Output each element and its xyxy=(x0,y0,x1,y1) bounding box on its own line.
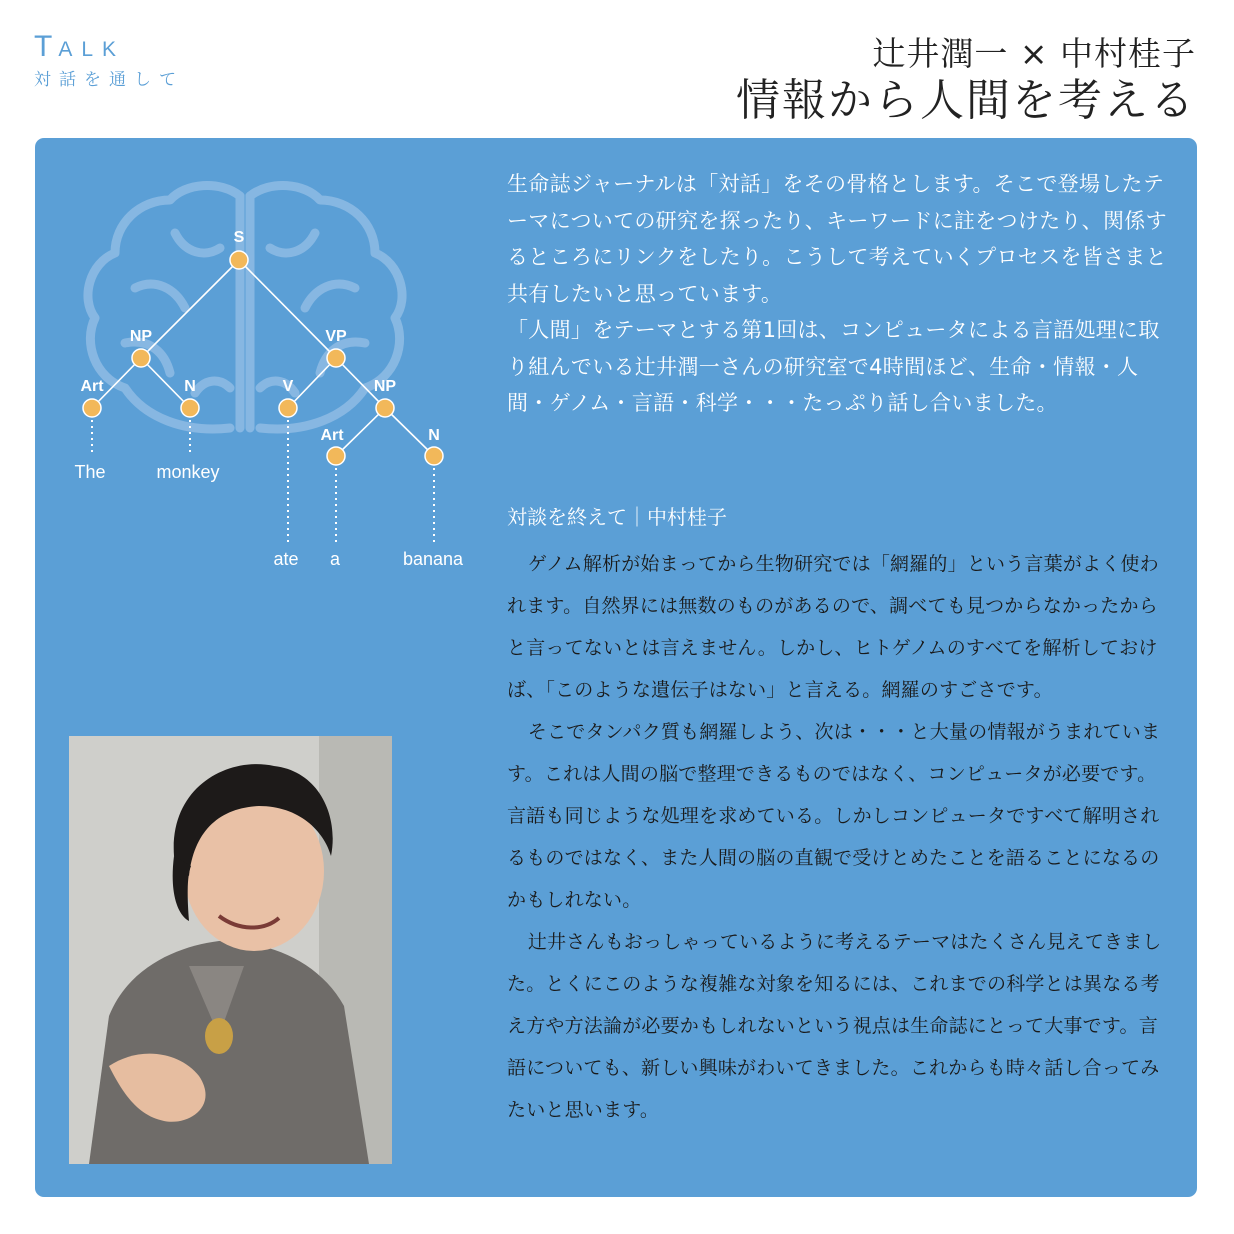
brain-icon xyxy=(88,185,402,428)
tree-node-np xyxy=(132,349,150,367)
tree-label-np: NP xyxy=(129,328,153,345)
portrait-photo xyxy=(69,736,392,1164)
syntax-tree-illustration xyxy=(35,138,505,598)
afterword-text xyxy=(507,543,1167,1131)
page-title: 情報から人間を考える xyxy=(736,75,1196,126)
afterword-heading: 対談を終えて｜中村桂子 xyxy=(507,505,727,529)
tree-node-s xyxy=(230,251,248,269)
tree-node-art-2 xyxy=(327,447,345,465)
tree-label-n: N xyxy=(184,378,196,395)
tree-word-links xyxy=(92,420,434,543)
tree-label-vp: VP xyxy=(325,328,347,345)
tree-node-art xyxy=(83,399,101,417)
section-label xyxy=(34,30,184,90)
intro-paragraph: 生命誌ジャーナルは「対話」をその骨格とします。そこで登場したテーマについての研究を探ったり、キーワードに註をつけたり、関係するところにリンクをしたり。こうして考えていくプロセスを皆さまと共有したいと思っています。 xyxy=(507,172,1167,306)
tree-node-v xyxy=(279,399,297,417)
section-subtitle: 対話を通して xyxy=(34,70,184,90)
tree-label-n-2: N xyxy=(428,427,440,444)
tree-word-a: a xyxy=(329,549,341,569)
speaker-names: 辻井潤一 × 中村桂子 xyxy=(872,34,1196,73)
tree-word-ate: ate xyxy=(273,549,299,569)
intro-paragraph: 「人間」をテーマとする第1回は、コンピュータによる言語処理に取り組んでいる辻井潤一さんの研究室で4時間ほど、生命・情報・人間・ゲノム・言語・科学・・・たっぷり話し合いました。 xyxy=(507,318,1160,415)
tree-label-art-2: Art xyxy=(320,427,344,444)
tree-word-banana: banana xyxy=(402,549,464,569)
talk-label-initial: T xyxy=(34,30,59,63)
tree-label-art: Art xyxy=(80,378,104,395)
afterword-paragraph: 辻井さんもおっしゃっているように考えるテーマはたくさん見えてきました。とくにこのような複雑な対象を知るには、これまでの科学とは異なる考え方や方法論が必要かもしれないという視点は生命誌にとって大事です。言語についても、新しい興味がわいてきました。これからも時々話し合ってみたいと思います。 xyxy=(507,931,1162,1121)
afterword-paragraph: ゲノム解析が始まってから生物研究では「網羅的」という言葉がよく使われます。自然界には無数のものがあるので、調べても見つからなかったからと言ってないとは言えません。しかし、ヒトゲノムのすべてを解析しておけば、「このような遺伝子はない」と言える。網羅のすごさです。 xyxy=(507,553,1159,701)
talk-label xyxy=(34,30,184,63)
tree-node-n xyxy=(181,399,199,417)
tree-label-v: V xyxy=(282,378,294,395)
intro-text xyxy=(507,166,1167,422)
content-panel xyxy=(35,138,1197,1197)
tree-word-the: The xyxy=(74,462,106,482)
tree-label-np-2: NP xyxy=(373,378,397,395)
tree-node-vp xyxy=(327,349,345,367)
tree-word-monkey: monkey xyxy=(156,462,220,482)
talk-label-rest: ALK xyxy=(58,38,126,61)
afterword-paragraph: そこでタンパク質も網羅しよう、次は・・・と大量の情報がうまれています。これは人間の脳で整理できるものではなく、コンピュータが必要です。言語も同じような処理を求めている。しかしコンピュータですべて解明されるものではなく、また人間の脳の直観で受けとめたことを語ることになるのかもしれない。 xyxy=(507,721,1161,911)
tree-label-s: S xyxy=(233,229,245,246)
tree-node-np-2 xyxy=(376,399,394,417)
tree-node-n-2 xyxy=(425,447,443,465)
title-block xyxy=(736,34,1196,128)
